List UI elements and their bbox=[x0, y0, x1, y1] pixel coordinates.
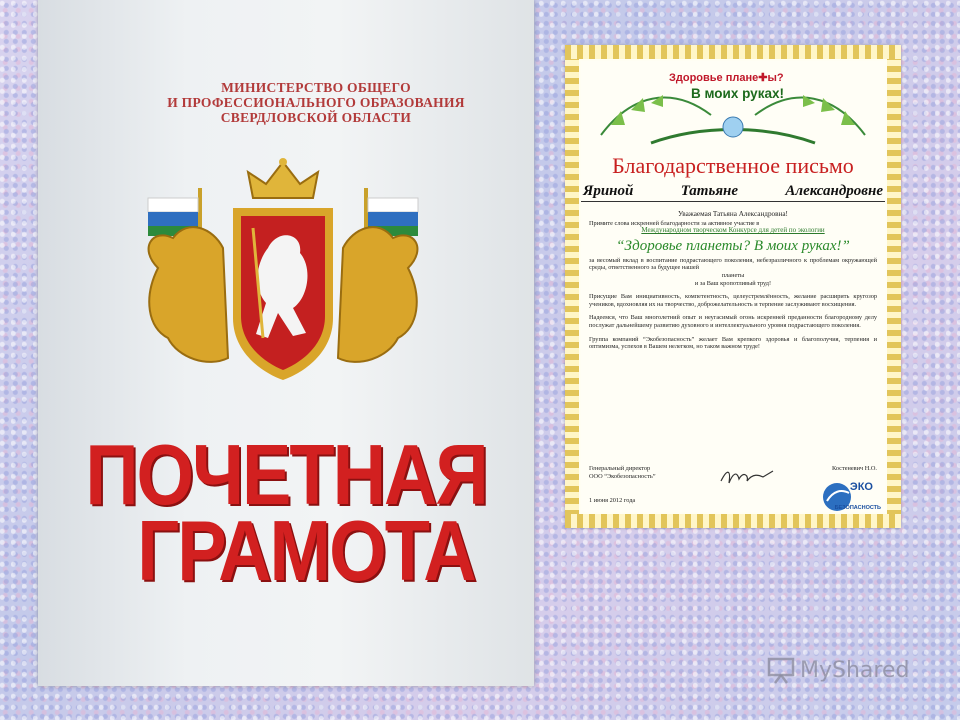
presentation-board-icon bbox=[766, 656, 796, 684]
campaign-logo-line-2: В моих руках! bbox=[691, 86, 784, 101]
thank-you-letter bbox=[565, 45, 901, 528]
watermark-text: MyShared bbox=[800, 657, 910, 683]
campaign-logo-line-1: Здоровье плане✚ы? bbox=[669, 72, 784, 84]
recipient-name bbox=[581, 183, 885, 202]
letter-date: 1 июня 2012 года bbox=[589, 497, 636, 504]
signer-title: Генеральный директор bbox=[589, 465, 651, 472]
letter-content bbox=[581, 61, 885, 512]
honor-certificate bbox=[38, 0, 534, 686]
signer-org: ООО “Экобезопасность” bbox=[589, 472, 656, 480]
watermark bbox=[766, 656, 909, 684]
paragraph-1: Примите слова искренней благодарности за активное участие в bbox=[589, 219, 760, 227]
paragraph-2-planet: планеты bbox=[721, 271, 745, 279]
paragraph-3: Присущие Вам инициативность, компетентность, целеустремлённость, желание расширить кругозор учеников, вдохновляя их на творчество, доброжелательность и терпение заслуживают восхищения. bbox=[589, 293, 877, 308]
paragraph-5: Группа компаний “Экобезопасность” желает Вам крепкого здоровья и благополучия, терпения и оптимизма, успехов в Вашем нелегком, но таком важном труде! bbox=[589, 335, 877, 351]
ministry-line-3: СВЕРДЛОВСКОЙ ОБЛАСТИ bbox=[220, 110, 412, 125]
certificate-title-line-2: ГРАМОТА bbox=[137, 502, 475, 599]
ministry-line-2: И ПРОФЕССИОНАЛЬНОГО ОБРАЗОВАНИЯ bbox=[167, 95, 465, 110]
paragraph-2: за весомый вклад в воспитание подрастающего поколения, небезразличного к проблемам окружающей среды, ответственного за будущее нашей bbox=[589, 256, 877, 272]
ministry-header bbox=[38, 80, 534, 125]
greeting: Уважаемая Татьяна Александровна! bbox=[678, 210, 788, 218]
contest-name: Международном творческом Конкурсе для детей по экологии bbox=[641, 226, 825, 235]
paragraph-4: Надеемся, что Ваш многолетний опыт и неугасимый огонь искренней преданности благородному делу послужат дальнейшему развитию духовного и интеллектуального уровня подрастающего поколения. bbox=[589, 314, 877, 329]
recipient-patronymic: Александровне bbox=[785, 183, 883, 199]
handwritten-signature-icon bbox=[719, 465, 775, 487]
letter-title: Благодарственное письмо bbox=[612, 153, 854, 178]
slogan: “Здоровье планеты? В моих руках!” bbox=[616, 237, 850, 254]
recipient-first-name: Татьяне bbox=[680, 183, 739, 199]
eco-logo-text: ЭКО bbox=[849, 481, 873, 493]
certificate-title-line-1: ПОЧЕТНАЯ bbox=[85, 426, 487, 523]
signer-name: Костеневич Н.О. bbox=[831, 465, 877, 472]
paragraph-2-end: и за Ваш кропотливый труд! bbox=[694, 279, 772, 287]
coat-of-arms-icon bbox=[128, 158, 438, 398]
ministry-line-1: МИНИСТЕРСТВО ОБЩЕГО bbox=[221, 80, 411, 95]
eco-logo-subtext: БЕЗОПАСНОСТЬ bbox=[834, 505, 881, 511]
letter-body bbox=[589, 211, 877, 351]
recipient-surname: Яриной bbox=[583, 183, 634, 199]
